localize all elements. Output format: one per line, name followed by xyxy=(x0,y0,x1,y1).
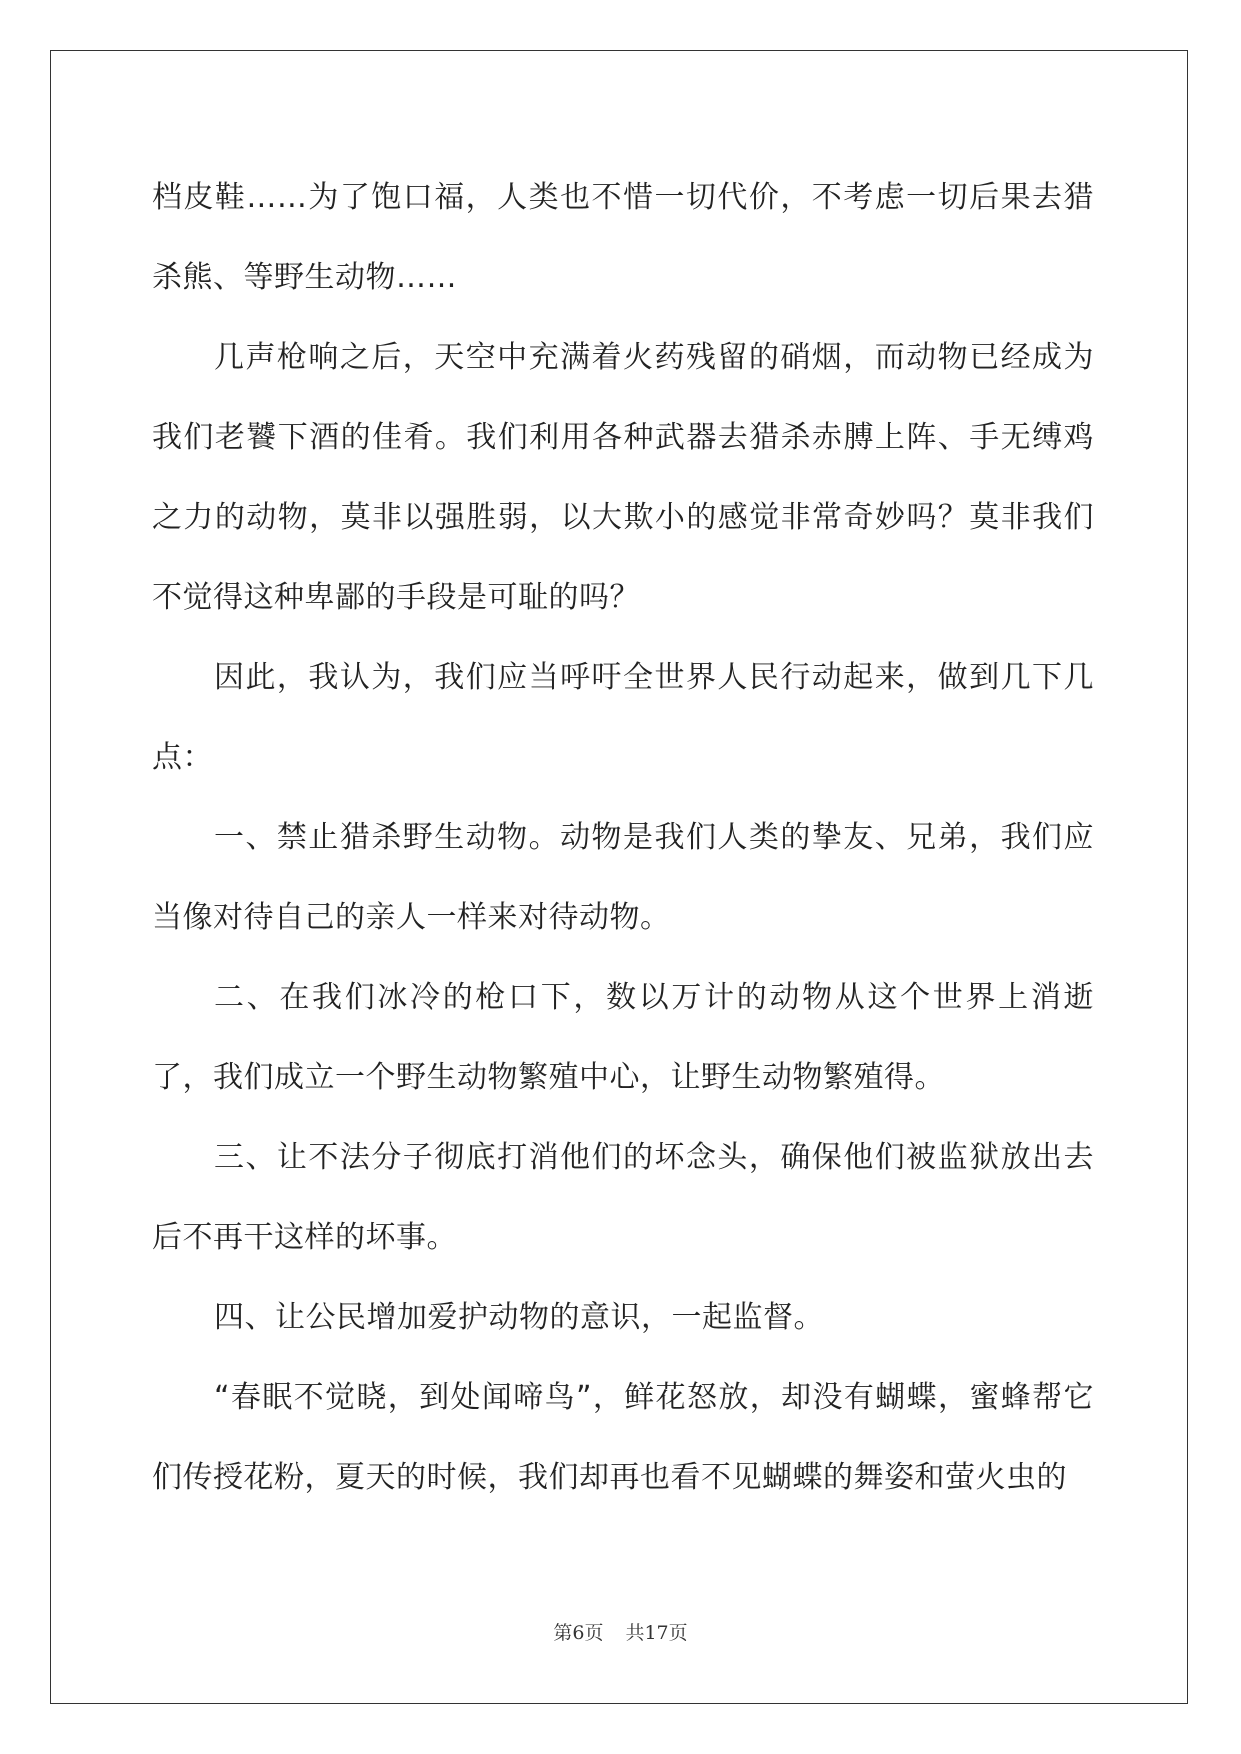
paragraph: 档皮鞋……为了饱口福，人类也不惜一切代价，不考虑一切后果去猎杀熊、等野生动物…… xyxy=(152,180,1094,295)
paragraph: 一、禁止猎杀野生动物。动物是我们人类的挚友、兄弟，我们应当像对待自己的亲人一样来对待动物。 xyxy=(152,820,1094,935)
paragraph: “春眠不觉晓，到处闻啼鸟”，鲜花怒放，却没有蝴蝶，蜜蜂帮它们传授花粉，夏天的时候，我们却再也看不见蝴蝶的舞姿和萤火虫的 xyxy=(152,1380,1094,1495)
paragraph: 二、在我们冰冷的枪口下，数以万计的动物从这个世界上消逝了，我们成立一个野生动物繁殖中心，让野生动物繁殖得。 xyxy=(152,980,1094,1095)
paragraph: 四、让公民增加爱护动物的意识，一起监督。 xyxy=(214,1300,824,1335)
page-footer xyxy=(0,1618,1241,1645)
paragraph: 三、让不法分子彻底打消他们的坏念头，确保他们被监狱放出去后不再干这样的坏事。 xyxy=(152,1140,1094,1255)
paragraph: 几声枪响之后，天空中充满着火药残留的硝烟，而动物已经成为我们老饕下酒的佳肴。我们利用各种武器去猎杀赤膊上阵、手无缚鸡之力的动物，莫非以强胜弱，以大欺小的感觉非常奇妙吗？莫非我们不觉得这种卑鄙的手段是可耻的吗？ xyxy=(152,340,1094,615)
paragraph: 因此，我认为，我们应当呼吁全世界人民行动起来，做到几下几点： xyxy=(152,660,1094,775)
page-total: 共17页 xyxy=(625,1622,688,1644)
page-number: 第6页 xyxy=(553,1622,604,1644)
document-body xyxy=(152,158,1094,1518)
